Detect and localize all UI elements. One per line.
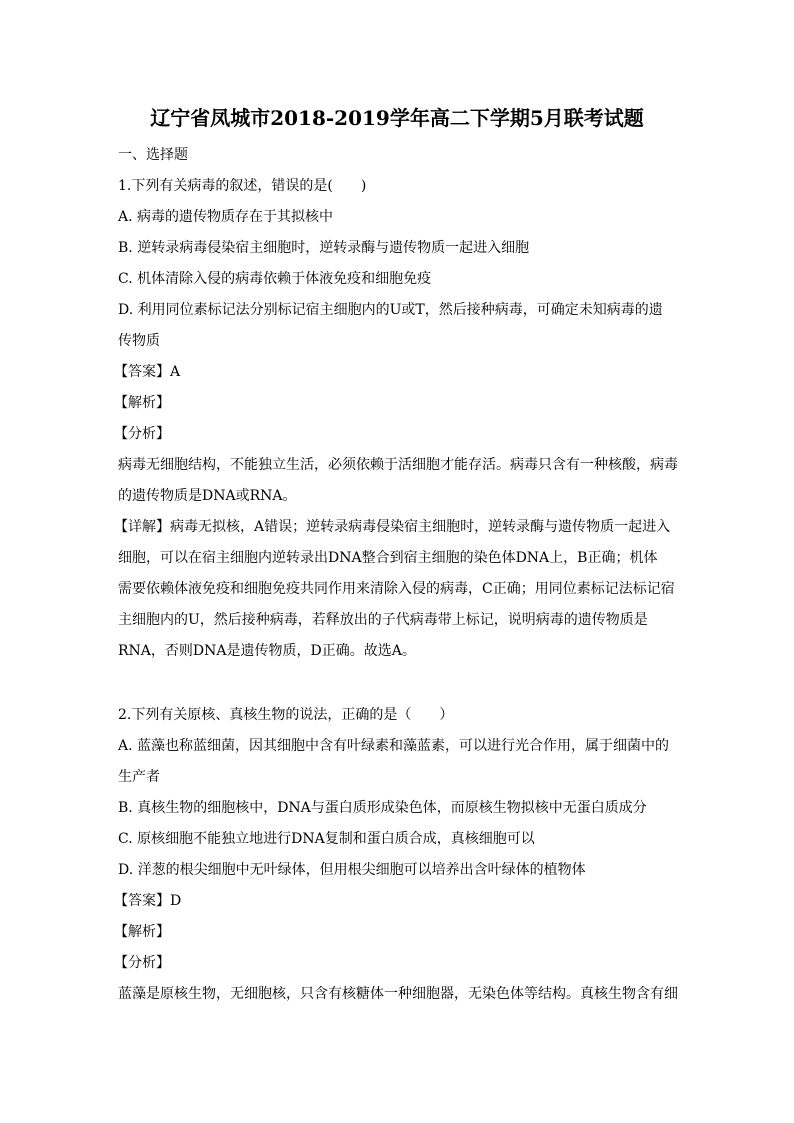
- document-body: [114, 140, 678, 1010]
- question-1-fenxi-label: 【分析】: [114, 426, 170, 442]
- question-2-option-a-cont: 生产者: [118, 769, 160, 785]
- question-2-analysis-line: 蓝藻是原核生物，无细胞核，只含有核糖体一种细胞器，无染色体等结构。真核生物含有细: [118, 986, 678, 1002]
- question-1-jiexi-label: 【解析】: [114, 395, 170, 411]
- section-heading: 一、选择题: [118, 147, 188, 163]
- question-1-detail-line: RNA，否则DNA是遗传物质，D正确。故选A。: [118, 643, 416, 659]
- question-1-stem: 1.下列有关病毒的叙述，错误的是( ): [118, 178, 367, 194]
- document-title: 辽宁省凤城市2018-2019学年高二下学期5月联考试题: [150, 106, 644, 130]
- question-2-option-a: A. 蓝藻也称蓝细菌，因其细胞中含有叶绿素和藻蓝素，可以进行光合作用，属于细菌中的: [118, 738, 670, 754]
- question-1-option-b: B. 逆转录病毒侵染宿主细胞时，逆转录酶与遗传物质一起进入细胞: [118, 240, 530, 256]
- question-1-detail-line: 需要依赖体液免疫和细胞免疫共同作用来清除入侵的病毒，C正确；用同位素标记法标记宿: [118, 581, 675, 597]
- question-1-analysis-line: 的遗传物质是DNA或RNA。: [118, 488, 297, 504]
- question-1-option-d-cont: 传物质: [118, 333, 160, 349]
- question-2-jiexi-label: 【解析】: [114, 924, 170, 940]
- question-2-fenxi-label: 【分析】: [114, 955, 170, 971]
- question-1-detail-line: 【详解】病毒无拟核，A错误；逆转录病毒侵染宿主细胞时，逆转录酶与遗传物质一起进入: [114, 519, 671, 535]
- question-2-stem: 2.下列有关原核、真核生物的说法，正确的是（ ）: [118, 707, 454, 723]
- question-2-answer: 【答案】D: [114, 893, 182, 909]
- question-1-detail-line: 主细胞内的U，然后接种病毒，若释放出的子代病毒带上标记，说明病毒的遗传物质是: [118, 612, 648, 628]
- question-2-option-b: B. 真核生物的细胞核中，DNA与蛋白质形成染色体，而原核生物拟核中无蛋白质成分: [118, 800, 647, 816]
- question-1-detail-line: 细胞，可以在宿主细胞内逆转录出DNA整合到宿主细胞的染色体DNA上，B正确；机体: [118, 550, 658, 566]
- question-1-option-a: A. 病毒的遗传物质存在于其拟核中: [118, 209, 334, 225]
- spacer: [118, 667, 678, 700]
- question-2-option-d: D. 洋葱的根尖细胞中无叶绿体，但用根尖细胞可以培养出含叶绿体的植物体: [118, 862, 586, 878]
- question-1-option-d: D. 利用同位素标记法分别标记宿主细胞内的U或T，然后接种病毒，可确定未知病毒的遗: [118, 302, 663, 318]
- question-1-option-c: C. 机体清除入侵的病毒依赖于体液免疫和细胞免疫: [118, 271, 432, 287]
- question-1-analysis-line: 病毒无细胞结构，不能独立生活，必须依赖于活细胞才能存活。病毒只含有一种核酸，病毒: [118, 457, 678, 473]
- question-2-option-c: C. 原核细胞不能独立地进行DNA复制和蛋白质合成，真核细胞可以: [118, 831, 535, 847]
- question-1-answer: 【答案】A: [114, 364, 181, 380]
